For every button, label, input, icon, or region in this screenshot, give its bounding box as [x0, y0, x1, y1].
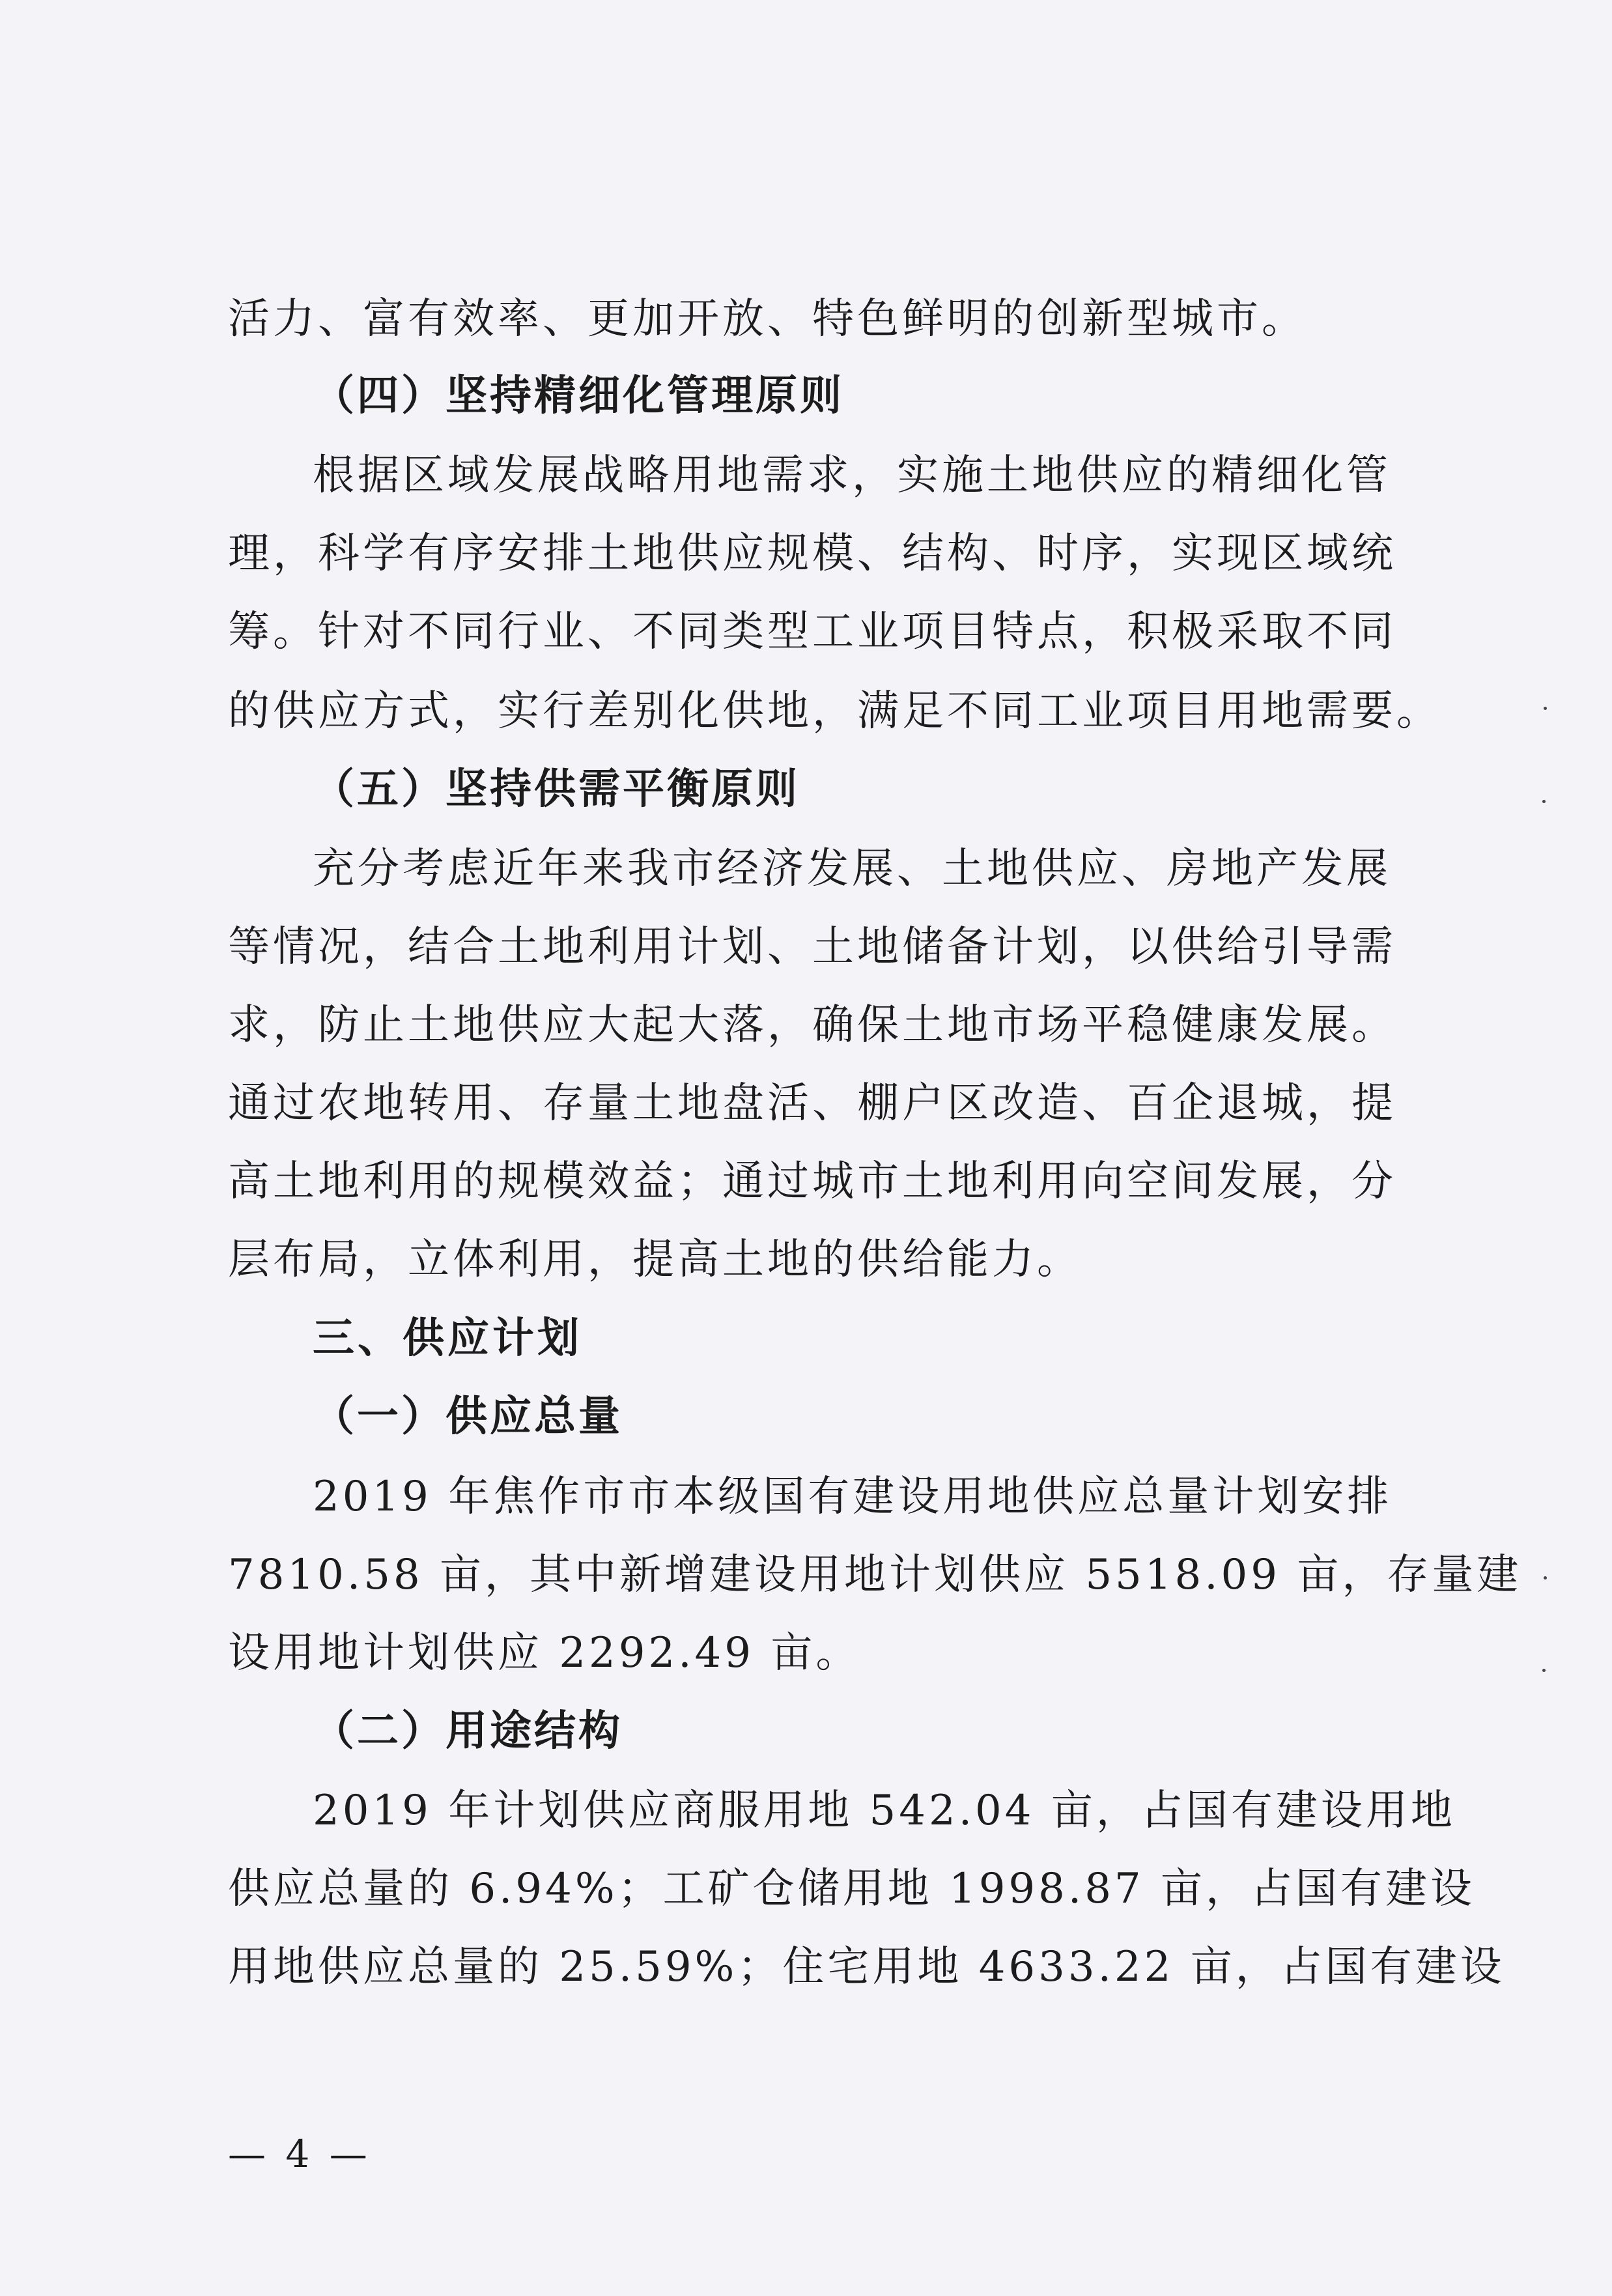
paragraph-line: 用地供应总量的 25.59%；住宅用地 4633.22 亩，占国有建设 — [228, 1943, 1505, 1991]
paragraph-line: 筹。针对不同行业、不同类型工业项目特点，积极采取不同 — [228, 608, 1396, 656]
section-heading-one: （一）供应总量 — [313, 1393, 623, 1441]
scan-speck — [1542, 1669, 1546, 1672]
paragraph-line: 层布局，立体利用，提高土地的供给能力。 — [228, 1236, 1082, 1284]
paragraph-line: 的供应方式，实行差别化供地，满足不同工业项目用地需要。 — [228, 687, 1441, 735]
paragraph-line: 根据区域发展战略用地需求，实施土地供应的精细化管 — [313, 451, 1391, 500]
paragraph-line: 设用地计划供应 2292.49 亩。 — [228, 1629, 861, 1677]
paragraph-line: 7810.58 亩，其中新增建设用地计划供应 5518.09 亩，存量建 — [228, 1551, 1522, 1599]
paragraph-line: 充分考虑近年来我市经济发展、土地供应、房地产发展 — [313, 845, 1391, 893]
paragraph-line: 通过农地转用、存量土地盘活、棚户区改造、百企退城，提 — [228, 1079, 1396, 1127]
section-heading-five: （五）坚持供需平衡原则 — [313, 765, 800, 814]
section-heading-four: （四）坚持精细化管理原则 — [313, 372, 844, 420]
paragraph-line: 2019 年焦作市市本级国有建设用地供应总量计划安排 — [313, 1473, 1393, 1521]
section-heading-two: （二）用途结构 — [313, 1707, 623, 1755]
paragraph-line: 活力、富有效率、更加开放、特色鲜明的创新型城市。 — [228, 295, 1307, 343]
paragraph-line: 理，科学有序安排土地供应规模、结构、时序，实现区域统 — [228, 530, 1396, 578]
paragraph-line: 高土地利用的规模效益；通过城市土地利用向空间发展，分 — [228, 1157, 1396, 1206]
chapter-heading: 三、供应计划 — [313, 1314, 582, 1363]
scan-speck — [1542, 800, 1546, 803]
paragraph-line: 2019 年计划供应商服用地 542.04 亩，占国有建设用地 — [313, 1787, 1456, 1835]
scan-speck — [1544, 1576, 1547, 1580]
paragraph-line: 等情况，结合土地利用计划、土地储备计划，以供给引导需 — [228, 923, 1396, 971]
paragraph-line: 求，防止土地供应大起大落，确保土地市场平稳健康发展。 — [228, 1001, 1396, 1049]
scan-speck — [1544, 707, 1547, 710]
paragraph-line: 供应总量的 6.94%；工矿仓储用地 1998.87 亩，占国有建设 — [228, 1865, 1475, 1913]
page-number: — 4 — — [228, 2132, 371, 2176]
